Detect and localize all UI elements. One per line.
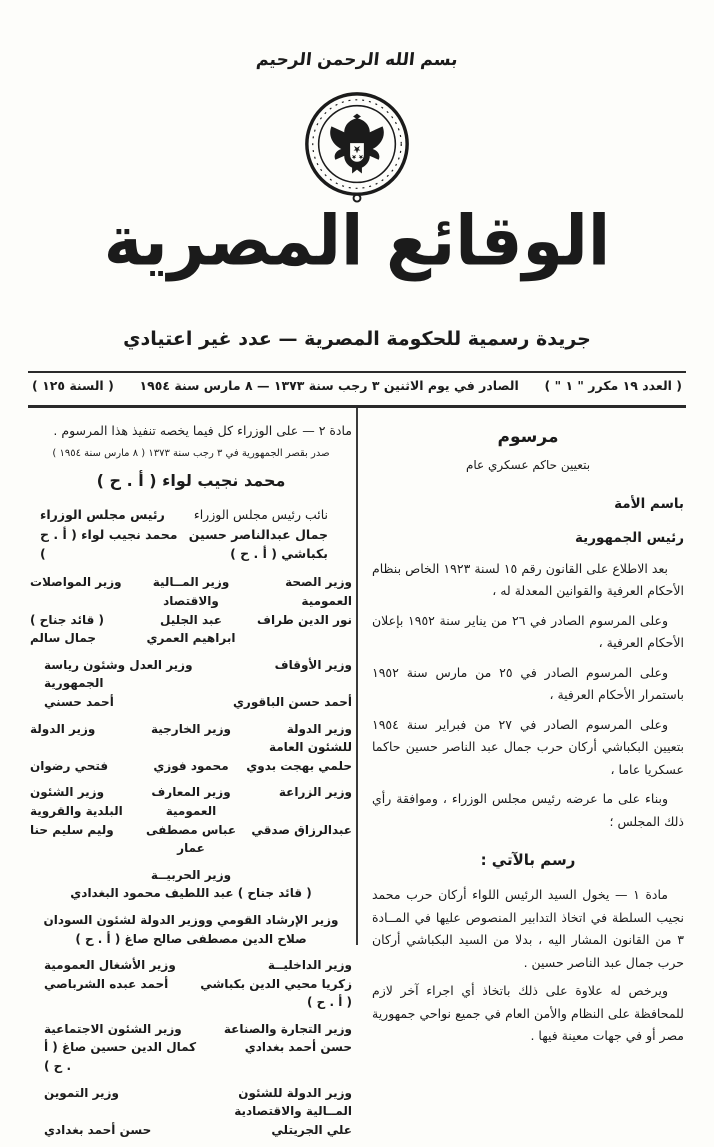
minister-title: وزير العدل وشئون رياسة الجمهورية bbox=[44, 657, 193, 691]
article-1: مادة ١ — يخول السيد الرئيس اللواء أركان حرب محمد نجيب السلطة في اتخاذ التدابير المنصوص عليها في المــادة ٣ من القانون المشار اليه ، بدلا من السيد البكباشي أركان حرب جمال عبد الناصر حسين . bbox=[372, 887, 684, 970]
preamble-paragraph: وعلى المرسوم الصادر في ٢٦ من يناير سنة ١٩٥٢ بإعلان الأحكام العرفية ، bbox=[372, 612, 684, 651]
minister-name: ( قائد جناح ) عبد اللطيف محمود البغدادي bbox=[70, 886, 312, 901]
cabinet-row bbox=[30, 911, 352, 948]
minister-name: عبد الجليل ابراهيم العمري bbox=[146, 612, 236, 646]
minister-name: فتحي رضوان bbox=[30, 758, 109, 773]
minister-name: عبدالرزاق صدقي bbox=[251, 822, 352, 837]
minister-titles-line bbox=[30, 656, 352, 693]
minister-name: صلاح الدين مصطفى صالح صاغ ( أ . ح ) bbox=[75, 931, 307, 946]
decree-heading: مرسوم bbox=[497, 427, 559, 447]
header-rule-top bbox=[28, 371, 686, 373]
minister-names-line bbox=[30, 611, 352, 648]
in-the-name-of-nation: باسم الأمة bbox=[614, 496, 684, 513]
decree-subheading: بتعيين حاكم عسكري عام bbox=[465, 457, 591, 472]
minister-names-line bbox=[30, 975, 352, 1012]
preamble-paragraph: بعد الاطلاع على القانون رقم ١٥ لسنة ١٩٢٣ الخاص بنظام الأحكام العرفية والقوانين المعدلة له ، bbox=[372, 560, 684, 599]
minister-names-line bbox=[30, 693, 352, 712]
minister-name: أحمد عبده الشرباصي bbox=[44, 976, 169, 991]
minister-names-line bbox=[30, 821, 352, 858]
minister-name: حسن أحمد بغدادي bbox=[44, 1122, 152, 1137]
minister-title: وزير الدولة للشئون المــالية والاقتصادية bbox=[234, 1085, 352, 1119]
minister-titles-line bbox=[30, 1020, 352, 1039]
minister-title: وزير الحربيــة bbox=[150, 867, 232, 882]
minister-name: محمود فوزي bbox=[153, 758, 229, 773]
minister-title: وزير التجارة والصناعة bbox=[223, 1021, 352, 1036]
minister-name: ( قائد جناح ) جمال سالم bbox=[30, 612, 105, 646]
minister-name: نور الدين طراف bbox=[257, 612, 352, 627]
minister-name: عباس مصطفى عمار bbox=[145, 822, 237, 856]
decree-column bbox=[372, 420, 684, 1054]
minister-title: وزير الأوقاف bbox=[274, 657, 352, 672]
minister-titles-line bbox=[30, 866, 352, 885]
cabinet-row bbox=[30, 956, 352, 1012]
enactment-formula: رسم بالآتي : bbox=[480, 851, 576, 870]
minister-title: وزير الدولة bbox=[30, 721, 96, 736]
minister-titles-line bbox=[30, 720, 352, 757]
minister-title: وزير الداخليــة bbox=[267, 958, 352, 973]
issue-year: ( السنة ١٢٥ ) bbox=[32, 378, 114, 393]
pm-names-line bbox=[30, 525, 352, 564]
signatures-column bbox=[30, 420, 352, 1147]
article-1-continued: ويرخص له علاوة على ذلك باتخاذ أي اجراء آخر لازم للمحافظة على النظام والأمن العام في جميع نواحي جمهورية مصر أو في جهات معينة فيها . bbox=[372, 983, 684, 1044]
minister-title: وزير الشئون البلدية والقروية bbox=[30, 785, 123, 818]
minister-titles-line bbox=[30, 573, 352, 610]
deputy-pm-name: جمال عبدالناصر حسين بكباشي ( أ . ح ) bbox=[188, 526, 328, 562]
cabinet-row bbox=[30, 1084, 352, 1140]
minister-name: زكريا محيي الدين بكباشي ( أ . ح ) bbox=[200, 976, 352, 1010]
minister-titles-line bbox=[30, 783, 352, 820]
minister-title: وزير الأشغال العمومية bbox=[44, 958, 176, 973]
minister-names-line bbox=[30, 930, 352, 949]
president-signature: محمد نجيب لواء ( أ . ح ) bbox=[96, 470, 286, 490]
minister-title: وزير التموين bbox=[44, 1085, 119, 1100]
cabinet-row bbox=[30, 783, 352, 857]
minister-title: وزير الخارجية bbox=[150, 721, 232, 736]
minister-titles-line bbox=[30, 911, 352, 930]
pm-titles-line bbox=[30, 505, 352, 524]
pm-title: رئيس مجلس الوزراء bbox=[40, 507, 165, 523]
minister-titles-line bbox=[30, 1084, 352, 1121]
minister-name: حسن أحمد بغدادي bbox=[244, 1040, 352, 1055]
minister-title: وزير المعارف العمومية bbox=[151, 785, 231, 818]
cabinet-row bbox=[30, 720, 352, 776]
cabinet-row bbox=[30, 1020, 352, 1076]
minister-names-line bbox=[30, 1121, 352, 1140]
preamble-paragraph: وعلى المرسوم الصادر في ٢٥ من مارس سنة ١٩٥٢ باستمرار الأحكام العرفية ، bbox=[372, 664, 684, 703]
issue-date: الصادر في يوم الاثنين ٣ رجب سنة ١٣٧٣ — ٨ مارس سنة ١٩٥٤ bbox=[139, 378, 519, 393]
preamble-paragraph: وعلى المرسوم الصادر في ٢٧ من فبراير سنة ١٩٥٤ بتعيين البكباشي أركان حرب جمال عبد الناصر حسين حاكما عسكريا عاما ، bbox=[372, 716, 684, 777]
cabinet-row bbox=[30, 573, 352, 647]
masthead-subtitle: جريدة رسمية للحكومة المصرية — عدد غير اعتيادي bbox=[123, 328, 591, 350]
minister-name: أحمد حسني bbox=[44, 694, 114, 709]
issue-bar bbox=[32, 378, 682, 393]
column-divider bbox=[356, 408, 358, 945]
minister-title: وزير الزراعة bbox=[278, 785, 352, 800]
issue-number: ( العدد ١٩ مكرر " ١ " ) bbox=[544, 378, 682, 393]
pm-signature-block bbox=[30, 505, 352, 563]
masthead-title: الوقائع المصرية bbox=[103, 202, 611, 282]
issuer-title: رئيس الجمهورية bbox=[574, 530, 684, 547]
minister-title: وزير الإرشاد القومي ووزير الدولة لشئون السودان bbox=[43, 912, 339, 927]
minister-name: أحمد حسن الباقوري bbox=[232, 694, 352, 709]
minister-name: حلمي بهجت بدوي bbox=[246, 758, 352, 773]
cabinet-row bbox=[30, 866, 352, 903]
minister-names-line bbox=[30, 757, 352, 776]
minister-title: وزير المــالية والاقتصاد bbox=[152, 575, 230, 609]
bismillah-calligraphy: بسم الله الرحمن الرحيم bbox=[255, 50, 459, 70]
cabinet-rows bbox=[30, 573, 352, 1139]
minister-names-line bbox=[30, 1038, 352, 1075]
deputy-pm-title: نائب رئيس مجلس الوزراء bbox=[193, 507, 328, 523]
minister-name: كمال الدين حسين صاغ ( أ . ح ) bbox=[44, 1040, 197, 1074]
minister-names-line bbox=[30, 884, 352, 903]
minister-name: علي الجريتلي bbox=[271, 1122, 352, 1137]
issuance-place-date: صدر بقصر الجمهورية في ٣ رجب سنة ١٣٧٣ ( ٨ مارس سنة ١٩٥٤ ) bbox=[52, 447, 330, 459]
minister-name: وليم سليم حنا bbox=[30, 822, 114, 837]
minister-title: وزير الدولة للشئون العامة bbox=[268, 721, 352, 755]
article-2: مادة ٢ — على الوزراء كل فيما يخصه تنفيذ هذا المرسوم . bbox=[53, 423, 352, 438]
cabinet-row bbox=[30, 656, 352, 712]
minister-title: وزير المواصلات bbox=[30, 575, 122, 590]
minister-title: وزير الشئون الاجتماعية bbox=[44, 1021, 182, 1036]
preamble-paragraph: وبناء على ما عرضه رئيس مجلس الوزراء ، وموافقة رأي ذلك المجلس ؛ bbox=[372, 791, 684, 829]
minister-title: وزير الصحة العمومية bbox=[285, 575, 352, 609]
minister-titles-line bbox=[30, 956, 352, 975]
pm-name: محمد نجيب لواء ( أ . ح ) bbox=[40, 526, 178, 562]
